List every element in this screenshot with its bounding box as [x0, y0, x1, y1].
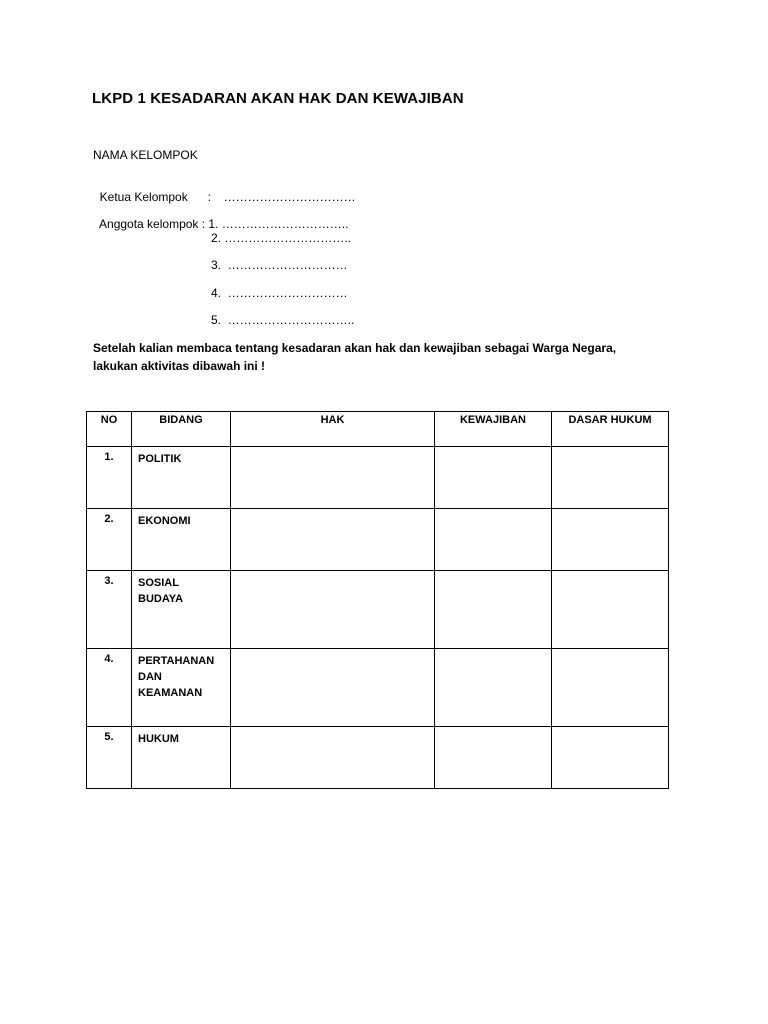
row-number: 4. — [87, 649, 132, 727]
table-row — [87, 447, 669, 509]
table-row — [87, 509, 669, 571]
obligations-cell[interactable] — [435, 509, 552, 571]
row-number: 3. — [87, 571, 132, 649]
legal-basis-cell[interactable] — [552, 649, 669, 727]
header-obligations: KEWAJIBAN — [435, 412, 552, 447]
header-no: NO — [87, 412, 132, 447]
row-field — [132, 509, 231, 571]
group-leader-row — [93, 176, 356, 204]
table-row — [87, 727, 669, 789]
table-row — [87, 649, 669, 727]
rights-cell[interactable] — [231, 727, 435, 789]
rights-cell[interactable] — [231, 649, 435, 727]
legal-basis-cell[interactable] — [552, 571, 669, 649]
rights-cell[interactable] — [231, 571, 435, 649]
page-title: LKPD 1 KESADARAN AKAN HAK DAN KEWAJIBAN — [92, 90, 464, 107]
group-leader-label: Ketua Kelompok — [99, 190, 188, 204]
obligations-cell[interactable] — [435, 649, 552, 727]
group-members-label: Anggota kelompok : — [99, 217, 209, 231]
row-field — [132, 727, 231, 789]
header-legal-basis: DASAR HUKUM — [552, 412, 669, 447]
group-member-blank-1: 1. ………………………….. — [208, 217, 349, 231]
group-leader-blank: …………………………… — [223, 190, 356, 204]
legal-basis-cell[interactable] — [552, 447, 669, 509]
activity-table — [86, 411, 669, 789]
obligations-cell[interactable] — [435, 727, 552, 789]
instruction-text: Setelah kalian membaca tentang kesadaran akan hak dan kewajiban sebagai Warga Negara, lakukan aktivitas dibawah ini ! — [93, 341, 617, 373]
group-member-blank-2: 2. ………………………….. — [211, 231, 352, 245]
rights-cell[interactable] — [231, 509, 435, 571]
header-rights: HAK — [231, 412, 435, 447]
group-members-row — [93, 203, 348, 231]
row-number: 1. — [87, 447, 132, 509]
row-field-label: SOSIAL BUDAYA — [138, 577, 184, 605]
row-number: 5. — [87, 727, 132, 789]
row-field — [132, 447, 231, 509]
row-field-label: EKONOMI — [138, 515, 191, 527]
table-header-row — [87, 412, 669, 447]
group-leader-colon: : — [207, 190, 212, 204]
row-number: 2. — [87, 509, 132, 571]
obligations-cell[interactable] — [435, 447, 552, 509]
rights-cell[interactable] — [231, 447, 435, 509]
group-member-blank-5: 5. ………………………….. — [211, 313, 355, 327]
legal-basis-cell[interactable] — [552, 727, 669, 789]
group-member-blank-3: 3. ………………………… — [211, 258, 348, 272]
row-field — [132, 649, 231, 727]
row-field — [132, 571, 231, 649]
obligations-cell[interactable] — [435, 571, 552, 649]
row-field-label: PERTAHANAN DAN KEAMANAN — [138, 655, 215, 699]
table-row — [87, 571, 669, 649]
header-field: BIDANG — [132, 412, 231, 447]
group-member-blank-4: 4. ………………………… — [211, 286, 348, 300]
row-field-label: HUKUM — [138, 733, 179, 745]
group-name-label: NAMA KELOMPOK — [93, 148, 198, 162]
row-field-label: POLITIK — [138, 453, 182, 465]
legal-basis-cell[interactable] — [552, 509, 669, 571]
